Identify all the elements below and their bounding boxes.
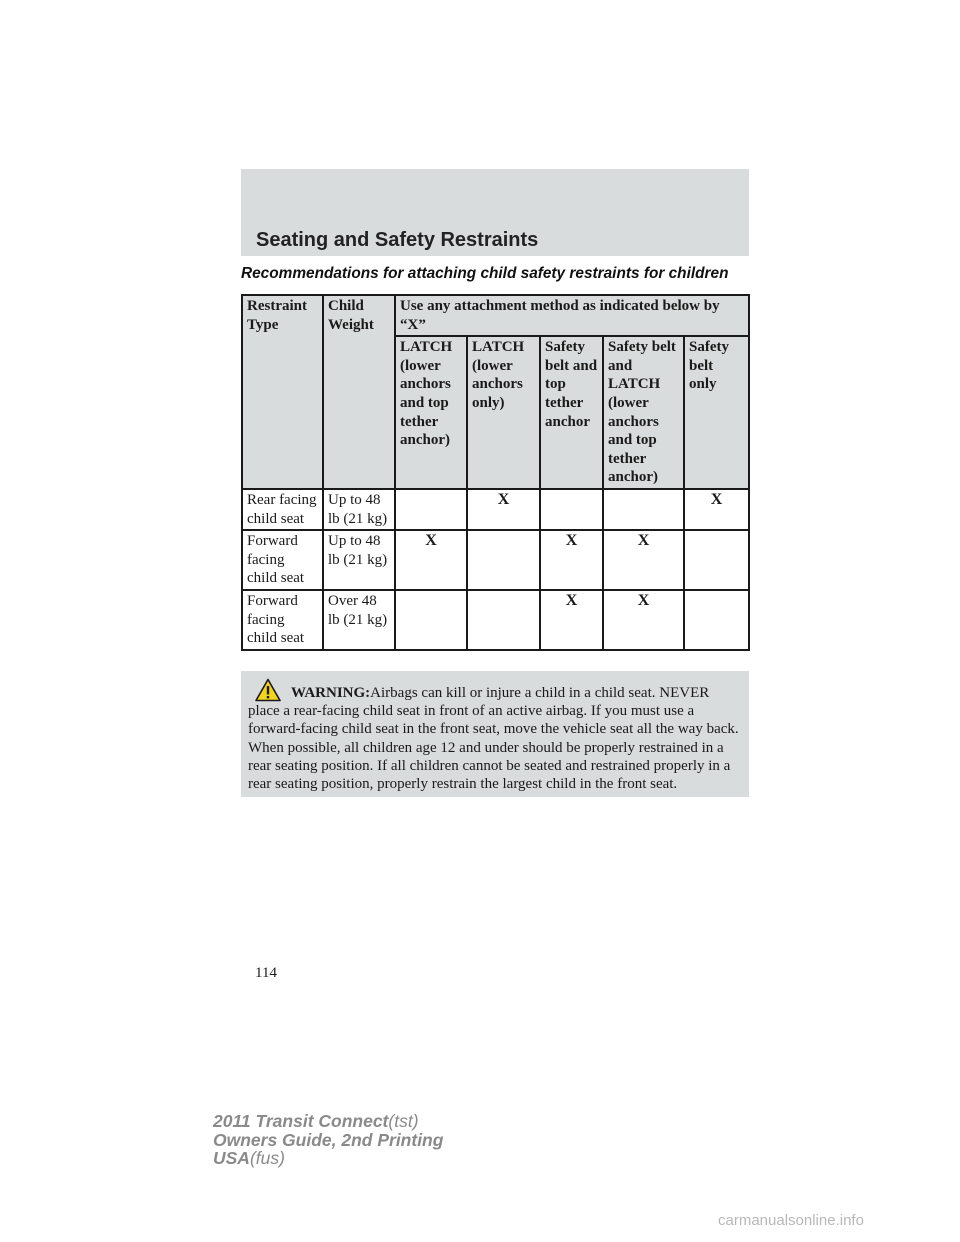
mark-cell: X	[540, 590, 603, 650]
method-header: LATCH (lower anchors and top tether anchor)	[395, 336, 467, 489]
restraint-type-cell: Forward facing child seat	[242, 590, 323, 650]
table-row	[242, 489, 749, 530]
print-footer	[213, 1112, 443, 1168]
footer-guide: Owners Guide, 2nd Printing	[213, 1129, 444, 1150]
mark-cell	[684, 590, 749, 650]
warning-label: WARNING:	[291, 685, 371, 701]
mark-cell: X	[395, 530, 467, 590]
restraint-type-header: Restraint Type	[242, 295, 323, 489]
table-title: Recommendations for attaching child safety restraints for children	[241, 265, 729, 282]
child-weight-cell: Over 48 lb (21 kg)	[323, 590, 395, 650]
method-header: Safety belt and top tether anchor	[540, 336, 603, 489]
page-number: 114	[255, 965, 277, 981]
child-weight-cell: Up to 48 lb (21 kg)	[323, 489, 395, 530]
section-header-title: Seating and Safety Restraints	[256, 229, 539, 251]
footer-market: USA	[213, 1148, 250, 1168]
restraint-type-cell: Forward facing child seat	[242, 530, 323, 590]
table-row	[242, 590, 749, 650]
mark-cell	[395, 590, 467, 650]
warning-text	[248, 684, 744, 793]
method-header: Safety belt and LATCH (lower anchors and top tether anchor)	[603, 336, 684, 489]
restraint-type-cell: Rear facing child seat	[242, 489, 323, 530]
mark-cell: X	[684, 489, 749, 530]
mark-cell: X	[603, 530, 684, 590]
mark-cell: X	[603, 590, 684, 650]
watermark: carmanualsonline.info	[718, 1212, 864, 1229]
mark-cell	[395, 489, 467, 530]
footer-model-code: (tst)	[388, 1111, 419, 1131]
mark-cell	[603, 489, 684, 530]
footer-market-code: (fus)	[249, 1148, 285, 1168]
mark-cell	[467, 530, 540, 590]
method-header: Safety belt only	[684, 336, 749, 489]
mark-cell: X	[467, 489, 540, 530]
child-weight-header: Child Weight	[323, 295, 395, 489]
child-weight-cell: Up to 48 lb (21 kg)	[323, 530, 395, 590]
footer-model: 2011 Transit Connect	[213, 1111, 389, 1131]
warning-body: Airbags can kill or injure a child in a child seat. NEVER place a rear-facing child seat in front of an active airbag. If you must use a forward-facing child seat in the front seat, move the vehicle seat all the way back. When possible, all children age 12 and under should be properly restrained in a rear seating position. If all children cannot be seated and restrained properly in a rear seating position, properly restrain the largest child in the front seat.	[248, 685, 739, 793]
attachment-method-group-header: Use any attachment method as indicated below by “X”	[395, 295, 749, 336]
mark-cell	[540, 489, 603, 530]
table-row	[242, 530, 749, 590]
child-restraint-table	[241, 294, 750, 651]
mark-cell	[684, 530, 749, 590]
mark-cell: X	[540, 530, 603, 590]
method-header: LATCH (lower anchors only)	[467, 336, 540, 489]
mark-cell	[467, 590, 540, 650]
